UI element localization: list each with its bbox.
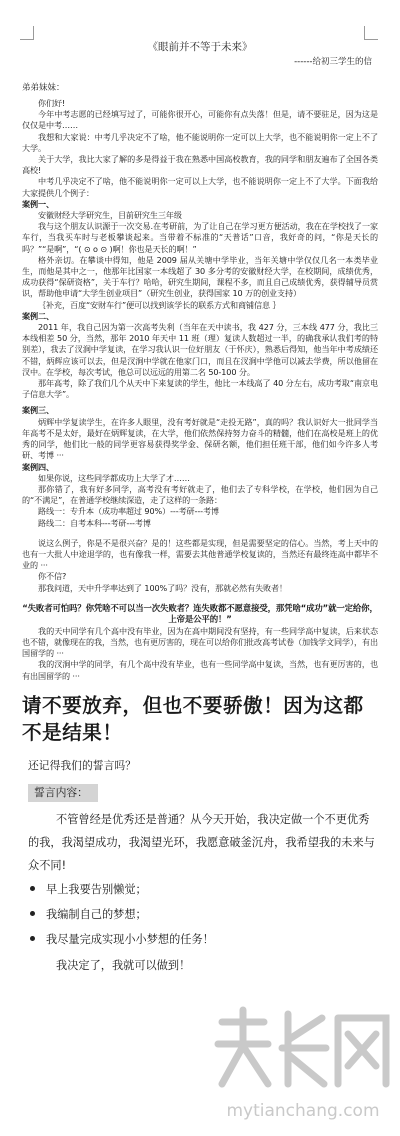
- route-line: 路线一：专升本（成功率超过 90%）---考研---考博: [38, 506, 219, 517]
- closing-paragraph: 我的天中同学有几个高中没有毕业，因为在高中期间没有坚持，有一些同学高中复读，后来状态也不错，就像现在的我，当然，也有更厉害的，现在可以给你们批改高考试卷（加钱学文同学），有出国留学的 ···: [22, 625, 378, 659]
- letter-title: 《眼前并不等于未来》: [147, 41, 253, 53]
- intro-paragraph: 你们好!: [38, 98, 66, 108]
- intro-paragraph: 关于大学，我比大家了解的多是得益于我在熟悉中国高校教育，我的同学和朋友遍布了全国各类高校!: [22, 154, 378, 176]
- pledge-list: [28, 877, 378, 952]
- intro-paragraph: 我想和大家说：中考几乎决定不了啥，他不能说明你一定可以上大学，也不能说明你一定上不了大学。: [22, 131, 378, 153]
- pledge-item: 我尽量完成实现小小梦想的任务！: [46, 932, 214, 946]
- closing-paragraph: 我的汊涧中学的同学，有几个高中没有毕业，也有一些同学高中复读，当然，也有更厉害的，也有出国留学的 ···: [22, 659, 378, 681]
- crop-mark-top-left: [20, 26, 34, 40]
- pledge-final: 我决定了，我就可以做到！: [56, 958, 191, 972]
- closing-paragraph: 那我问道，天中升学率达到了 100%了吗？没有，那就必然有失败者！: [38, 582, 288, 593]
- bullet-icon: [30, 886, 35, 891]
- list-item: [28, 927, 378, 952]
- pledge-item: 早上我要告别懒觉；: [46, 882, 147, 896]
- case-paragraph: 我与这个朋友认识源于一次交易.在考研前，为了让自己在学习更方便活动，我在在学校找了一家车行，当我买车时与老板攀谈起来。当带着不标准的“天普话”口音，我好奇的问，“你是天长的吗？”“是啊”，“( ⊙ o ⊙ )啊！你也是天长的啊！”: [22, 221, 378, 254]
- case-paragraph: 如果你说，这些同学都成功上大学了才……: [38, 472, 190, 483]
- closing-paragraph: 说这么例子，你是不是很兴奋？是的！这些都是实现，但是需要坚定的信心。当然，考上天中的也有一大批人中途退学的，也有像我一样，需要去其他普通学校复读的，当然还有最终连高中都毕不业的 ···: [22, 537, 378, 571]
- case-paragraph: 格外亲切。在攀谈中得知，他是 2009 届从关塘中学毕业，当年关塘中学仅仅几名一本类毕业生，而他是其中之一，他那年比国家一本线超了 30 多分考的安徽财经大学，在校期间，成绩优秀，成功获得“保研资格”，关于车行？哈哈，研究生期间，课程不多，而且自己成绩优秀，获得辅导员赏识，帮助他申请“大学生创业项目”（研究生创业，获得国家 10 万的创业支持）: [22, 254, 378, 299]
- intro-paragraph: 中考几乎决定不了啥，他不能说明你一定可以上大学，也不能说明你一定上不了大学。下面我给大家提供几个例子：: [22, 176, 378, 198]
- letter-greeting: 弟弟妹妹：: [22, 83, 65, 93]
- case-heading: 案例二、: [22, 310, 54, 321]
- case-heading: 案例一、: [22, 198, 54, 209]
- case-paragraph: 2011 年，我自己因为第一次高考失利（当年在天中读书，我 427 分，三本线 477 分，我比三本线相差 50 分，当然，那年 2010 年天中 11 班（理）复读人数超过一半，的确我承认我们考的特别差），我去了汊涧中学复读，在学习我认识一位好朋友（于怀庆），熟悉后得知，他当年中考成绩还不错，炳辉应该可以去，但是汊涧中学就在他家门口，而且在汊涧中学他可以减去学费，所以他留在汊中。在学校，每次考试，他总可以远远的用第二名 50-100 分。: [22, 322, 378, 377]
- pledge-item: 我编制自己的梦想；: [46, 907, 147, 921]
- watermark-logo: [212, 1000, 394, 1128]
- letter-body: [22, 40, 378, 977]
- quote-bold: “失败者可怕吗？你凭啥不可以当一次失败者？连失败都不愿意接受，那凭啥“成功”就一定给你，上帝是公平的！”: [22, 602, 378, 625]
- case-paragraph: 那年高考，除了我们几个从天中下来复读的学生，他比一本线高了 40 分左右，成功考取“南京电子信息大学”。: [22, 378, 378, 400]
- watermark-glyphs-icon: [218, 1010, 386, 1084]
- case-paragraph: 安徽财经大学研究生，目前研究生三年级: [38, 210, 182, 221]
- bullet-icon: [30, 911, 35, 916]
- big-heading: 请不要放弃，但也不要骄傲！因为这都不是结果！: [22, 693, 364, 744]
- case-heading: 案例四、: [22, 461, 54, 472]
- route-line: 路线二：自考本科---考研---考博: [38, 517, 151, 528]
- list-item: [28, 877, 378, 902]
- question-line: 还记得我们的誓言吗？: [28, 758, 136, 772]
- intro-paragraph: 今年中考志愿的已经填写过了，可能你很开心，可能你有点失落！但是，请不要驻足，因为这是仅仅是中考……: [22, 109, 378, 131]
- list-item: [28, 902, 378, 927]
- pledge-label: 誓言内容：: [28, 784, 98, 802]
- case-paragraph: ｛补充，百度“安财车行”便可以找到该学长的联系方式和商铺信息 ｝: [38, 299, 281, 310]
- closing-paragraph: 你不信?: [38, 571, 67, 582]
- letter-byline: ------给初三学生的信: [294, 57, 372, 67]
- crop-mark-top-right: [364, 26, 378, 40]
- pledge-intro: 不管曾经是优秀还是普通？从今天开始，我决定做一个不更优秀的我，我渴望成功，我渴望光环，我愿意破釜沉舟，我希望我的未来与众不同!: [28, 812, 375, 872]
- watermark-domain: mytianchang.com: [226, 1101, 380, 1121]
- case-heading: 案例三、: [22, 405, 54, 416]
- case-paragraph: 炳辉中学复读学生，在许多人眼里，没有考好就是“走投无路”，真的吗？我认识好大一批同学当年高考不是太好，最好在炳辉复读，在大学，他们依然保持努力奋斗的精髓，他们在高校是班上的优秀的同学，他们比一般的同学更容易获得奖学金、保研名额，他们担任班干部，他们如今许多人考研、考博 ···: [22, 416, 378, 461]
- case-paragraph: 那你错了，我有好多同学，高考没有考好就走了，他们去了专科学校，在学校，他们因为自己的“不满足”，在普通学校继续深造，走了这样的一条路：: [22, 483, 378, 506]
- bullet-icon: [30, 936, 35, 941]
